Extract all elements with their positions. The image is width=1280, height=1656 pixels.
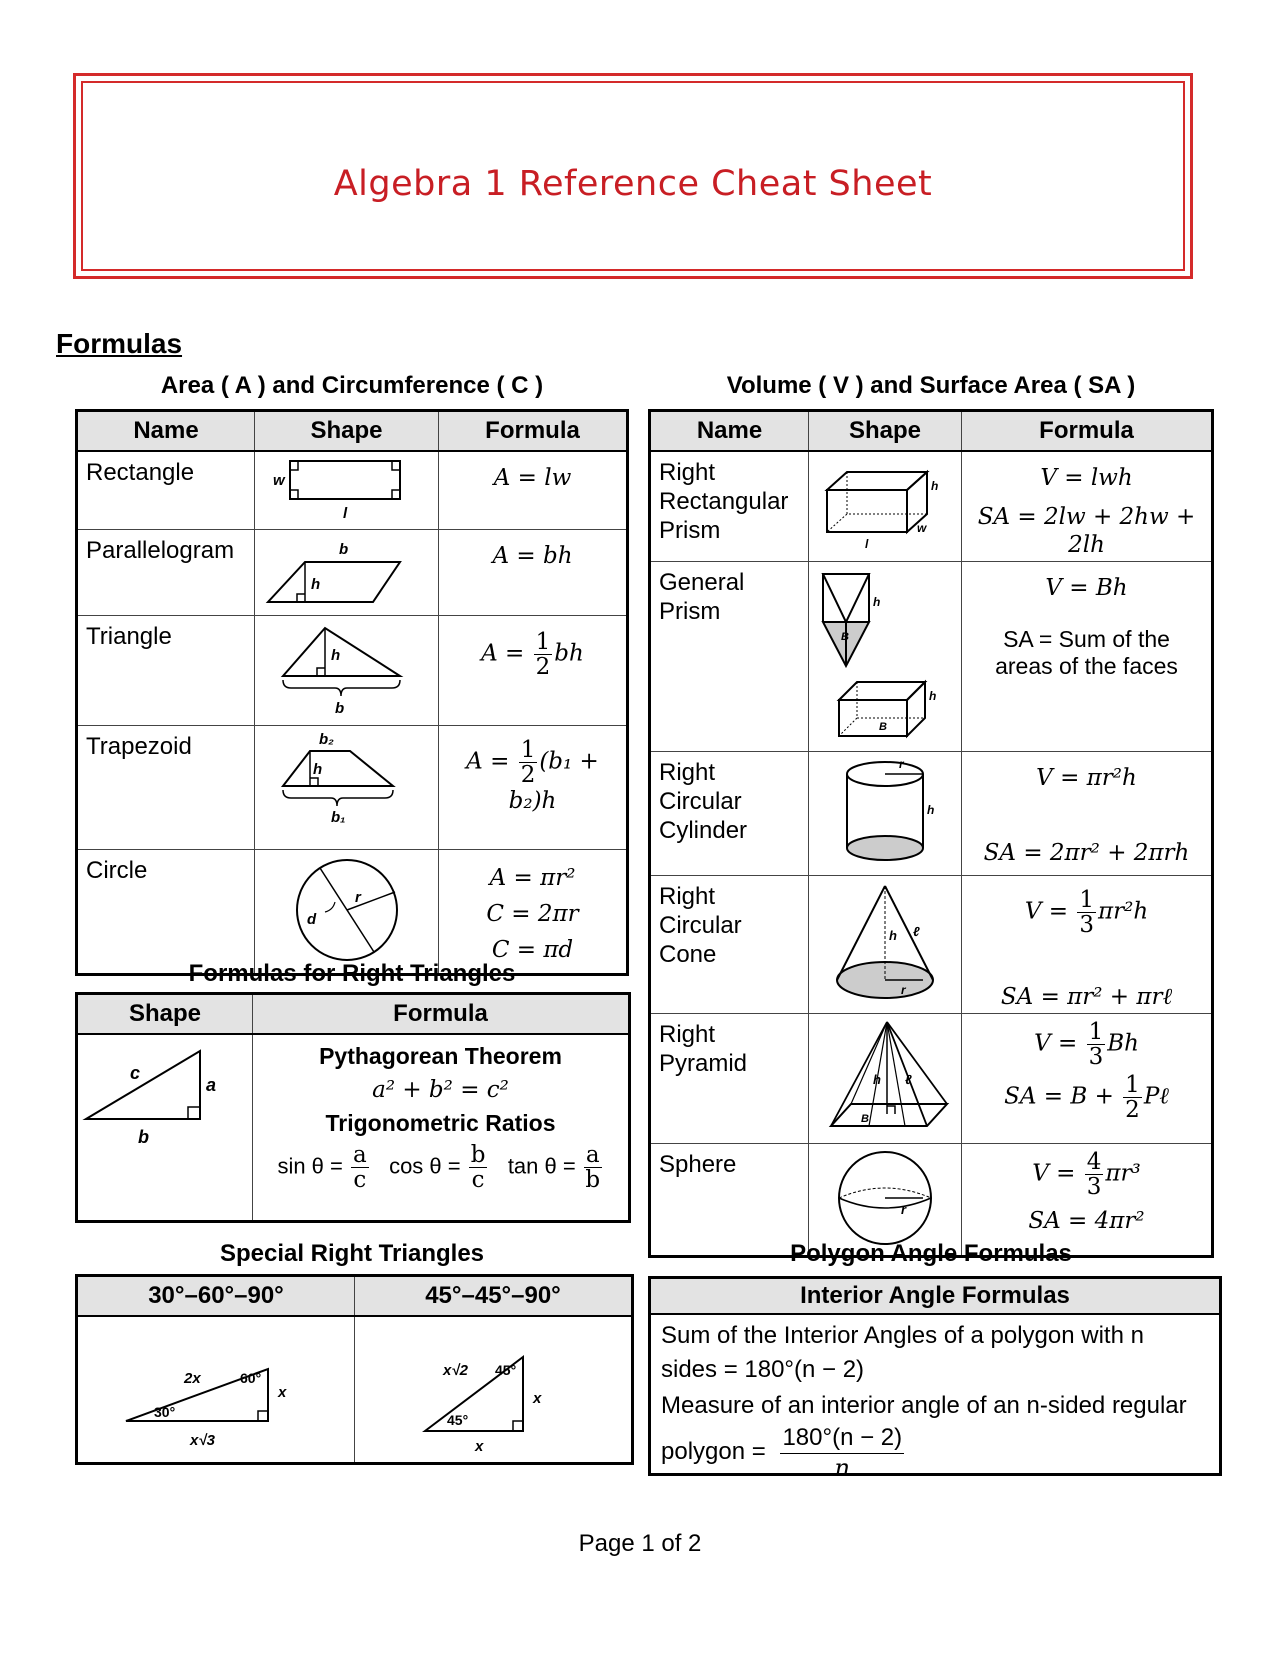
- circle-name: Circle: [77, 850, 255, 975]
- cylinder-name: Right Circular Cylinder: [650, 752, 809, 876]
- polygon-line-3: Measure of an interior angle of an n-sided regular: [661, 1392, 1187, 1419]
- pyramid-B-label: B: [861, 1113, 869, 1125]
- parallelogram-diagram: [255, 530, 438, 610]
- special-triangles-table: [75, 1274, 634, 1465]
- rect-prism-diagram: [809, 452, 961, 556]
- special-header-45-45-90: 45°–45°–90°: [355, 1276, 633, 1317]
- rectangle-l-label: l: [343, 505, 348, 522]
- special-triangles-row: [77, 1316, 633, 1464]
- sin-lhs: sin θ =: [277, 1153, 343, 1179]
- rectangle-diagram: [255, 452, 438, 524]
- triangle-name: Triangle: [77, 616, 255, 726]
- title-box: [73, 73, 1193, 279]
- cylinder-surface-area: SA = 2πr² + 2πrh: [983, 840, 1190, 866]
- area-table: [75, 409, 629, 976]
- area-row-rectangle: [77, 451, 628, 530]
- volume-row-general-prism: [650, 562, 1213, 752]
- circle-r-label: r: [355, 889, 361, 906]
- pyramid-diagram: [809, 1014, 961, 1138]
- triangle-formula: [439, 616, 628, 726]
- cone-slant-label: ℓ: [913, 924, 920, 939]
- general-prism-name: General Prism: [650, 562, 809, 752]
- volume-header-formula: Formula: [962, 411, 1213, 452]
- polygon-box: [648, 1276, 1222, 1482]
- area-row-triangle: [77, 616, 628, 726]
- circle-circumference-formula-r: C = 2πr: [486, 901, 579, 927]
- area-header-shape: Shape: [255, 411, 439, 452]
- sphere-volume-lhs: V =: [1032, 1160, 1076, 1187]
- trapezoid-formula-den: 2: [520, 762, 536, 788]
- rectangle-w-label: w: [273, 472, 285, 489]
- right-triangle-row: [77, 1034, 630, 1222]
- triangle-b-label: b: [335, 700, 345, 717]
- pyramid-slant-label: ℓ: [905, 1072, 912, 1087]
- area-row-parallelogram: [77, 530, 628, 616]
- tan-den: b: [585, 1167, 601, 1193]
- pyramid-volume-den: 3: [1088, 1044, 1104, 1070]
- volume-header-name: Name: [650, 411, 809, 452]
- parallelogram-shape: [255, 530, 439, 616]
- polygon-content: [651, 1315, 1219, 1486]
- tan-num: a: [585, 1142, 600, 1168]
- rect-prism-formulas: [962, 451, 1213, 562]
- right-triangles-caption: Formulas for Right Triangles: [188, 960, 516, 987]
- cone-shape: [809, 876, 962, 1014]
- polygon-line-2: sides = 180°(n − 2): [661, 1356, 865, 1383]
- volume-row-cylinder: [650, 752, 1213, 876]
- cylinder-h-label: h: [927, 803, 935, 817]
- parallelogram-formula: A = bh: [439, 530, 628, 616]
- t30-30-label: 30°: [154, 1404, 176, 1420]
- circle-area-formula: A = πr²: [489, 865, 576, 891]
- area-row-circle: [77, 850, 628, 975]
- cone-volume-num: 1: [1079, 887, 1094, 913]
- area-header-name: Name: [77, 411, 255, 452]
- sphere-volume: [962, 1150, 1211, 1199]
- special-triangles-caption: Special Right Triangles: [219, 1240, 485, 1267]
- pyramid-volume-lhs: V =: [1034, 1030, 1078, 1057]
- volume-row-pyramid: [650, 1014, 1213, 1144]
- general-prism-volume: V = Bh: [1045, 575, 1128, 601]
- t30-60-label: 60°: [240, 1370, 262, 1386]
- volume-row-cone: [650, 876, 1213, 1014]
- right-triangle-formulas: [253, 1034, 630, 1222]
- polygon-caption: Polygon Angle Formulas: [790, 1240, 1072, 1267]
- circle-diagram: [255, 850, 438, 968]
- area-caption: Area ( A ) and Circumference ( C ): [160, 372, 544, 399]
- pyramid-volume-num: 1: [1088, 1019, 1104, 1045]
- t30-hyp-label: 2x: [184, 1370, 201, 1387]
- cylinder-r-label: r: [899, 757, 904, 771]
- cylinder-diagram: [809, 752, 961, 870]
- pythagorean-formula: a² + b² = c²: [372, 1077, 509, 1103]
- triangle-formula-rhs: bh: [554, 640, 584, 667]
- triangle-formula-den: 2: [535, 654, 551, 680]
- rectangle-formula: A = lw: [439, 451, 628, 530]
- cone-volume-lhs: V =: [1024, 898, 1069, 925]
- triangle-diagram: [255, 616, 438, 720]
- rect-prism-l-label: l: [865, 537, 869, 551]
- triangle-30-60-90-shape: [77, 1316, 355, 1464]
- polygon-frac-num: 180°(n − 2): [780, 1423, 904, 1454]
- cone-diagram: [809, 876, 961, 1008]
- parallelogram-name: Parallelogram: [77, 530, 255, 616]
- rect-prism-volume: V = lwh: [1040, 465, 1133, 491]
- rectangle-shape: [255, 451, 439, 530]
- t45-top-label: 45°: [495, 1362, 517, 1378]
- pyramid-volume-rhs: Bh: [1107, 1030, 1139, 1057]
- cos-num: b: [470, 1142, 486, 1168]
- right-triangle-b-label: b: [138, 1127, 149, 1147]
- trapezoid-name: Trapezoid: [77, 726, 255, 850]
- triangle-45-45-90-diagram: [355, 1317, 631, 1457]
- trapezoid-b2-label: b₂: [319, 731, 334, 748]
- pyramid-name: Right Pyramid: [650, 1014, 809, 1144]
- circle-d-label: d: [307, 911, 317, 928]
- triangle-30-60-90-diagram: [78, 1317, 354, 1457]
- trig-ratios: [253, 1137, 628, 1192]
- trapezoid-formula: [439, 726, 628, 850]
- circle-circumference-formula-d: C = πd: [491, 937, 574, 963]
- cone-r-label: r: [901, 983, 906, 997]
- trapezoid-formula-num: 1: [520, 737, 536, 763]
- cone-formulas: [962, 876, 1213, 1014]
- right-triangle-c-label: c: [130, 1063, 141, 1083]
- pyramid-h-label: h: [873, 1072, 881, 1087]
- pyramid-sa-rhs: Pℓ: [1143, 1083, 1169, 1110]
- cos-den: c: [471, 1167, 485, 1193]
- cone-volume-den: 3: [1079, 912, 1094, 938]
- volume-header-shape: Shape: [809, 411, 962, 452]
- sphere-volume-rhs: πr³: [1105, 1160, 1141, 1187]
- triangle-formula-num: 1: [535, 629, 551, 655]
- tan-lhs: tan θ =: [507, 1153, 576, 1179]
- sphere-name: Sphere: [650, 1144, 809, 1257]
- cos-lhs: cos θ =: [389, 1153, 461, 1179]
- circle-formulas: [439, 850, 628, 975]
- trapezoid-b1-label: b₁: [331, 809, 346, 826]
- polygon-line-1: Sum of the Interior Angles of a polygon with n: [661, 1322, 1144, 1349]
- area-header-formula: Formula: [439, 411, 628, 452]
- trapezoid-formula-rhs: (b₁ + b₂)h: [508, 748, 599, 814]
- volume-row-rect-prism: [650, 451, 1213, 562]
- pyramid-sa-num: 1: [1125, 1072, 1140, 1098]
- volume-table: [648, 409, 1214, 1258]
- parallelogram-h-label: h: [311, 576, 321, 593]
- sphere-surface-area: SA = 4πr²: [1028, 1208, 1145, 1234]
- polygon-line-4-lhs: polygon =: [661, 1437, 766, 1465]
- t45-side-label: x: [533, 1390, 542, 1407]
- t30-side-label: x: [278, 1384, 287, 1401]
- t45-hyp-label: x√2: [443, 1362, 468, 1379]
- t45-base-label: x: [475, 1438, 484, 1455]
- cone-surface-area: SA = πr² + πrℓ: [1000, 984, 1173, 1010]
- cone-volume: [962, 876, 1211, 937]
- pyramid-sa-den: 2: [1125, 1097, 1140, 1123]
- pyramid-surface-area: [962, 1069, 1211, 1122]
- sphere-volume-den: 3: [1086, 1174, 1102, 1200]
- page-footer: Page 1 of 2: [578, 1530, 702, 1557]
- page-title: Algebra 1 Reference Cheat Sheet: [333, 164, 933, 204]
- trapezoid-formula-lhs: A =: [466, 748, 510, 775]
- area-row-trapezoid: [77, 726, 628, 850]
- sphere-diagram: [809, 1144, 961, 1250]
- general-prism-formulas: [962, 562, 1213, 752]
- cylinder-shape: [809, 752, 962, 876]
- t30-base-label: x√3: [190, 1432, 215, 1449]
- trig-title: Trigonometric Ratios: [325, 1110, 556, 1136]
- cone-h-label: h: [889, 928, 897, 943]
- triangle-shape: [255, 616, 439, 726]
- general-prism-shape: [809, 562, 962, 752]
- rt-header-shape: Shape: [77, 994, 253, 1035]
- polygon-frac-den: n: [834, 1454, 850, 1482]
- cone-name: Right Circular Cone: [650, 876, 809, 1014]
- cone-volume-rhs: πr²h: [1098, 898, 1149, 925]
- volume-caption: Volume ( V ) and Surface Area ( SA ): [726, 372, 1136, 399]
- t45-bottom-label: 45°: [447, 1412, 469, 1428]
- trapezoid-diagram: [255, 726, 438, 844]
- general-prism-surface-area: SA = Sum of the areas of the faces: [995, 626, 1178, 679]
- section-heading-formulas: Formulas: [56, 328, 183, 359]
- cylinder-formulas: [962, 752, 1213, 876]
- triangle-45-45-90-shape: [355, 1316, 633, 1464]
- general-prism-h-label: h: [873, 595, 881, 609]
- right-triangles-table: [75, 992, 631, 1223]
- right-triangle-shape: [77, 1034, 253, 1222]
- rect-prism-shape: [809, 451, 962, 562]
- trapezoid-shape: [255, 726, 439, 850]
- rt-header-formula: Formula: [253, 994, 630, 1035]
- circle-shape: [255, 850, 439, 975]
- special-header-30-60-90: 30°–60°–90°: [77, 1276, 355, 1317]
- rect-prism-h-label: h: [931, 479, 939, 493]
- sin-num: a: [353, 1142, 367, 1168]
- pyramid-volume: [962, 1020, 1211, 1069]
- rectangle-name: Rectangle: [77, 451, 255, 530]
- rect-prism-name: Right Rectangular Prism: [650, 451, 809, 562]
- general-prism-diagram: [809, 562, 961, 746]
- sin-den: c: [353, 1167, 367, 1193]
- general-prism-box-B-label: B: [879, 721, 887, 733]
- parallelogram-b-label: b: [339, 541, 349, 558]
- general-prism-B-label: B: [841, 631, 849, 643]
- rect-prism-w-label: w: [917, 521, 927, 535]
- right-triangle-diagram: [78, 1035, 252, 1215]
- sphere-volume-num: 4: [1086, 1149, 1102, 1175]
- triangle-h-label: h: [331, 647, 341, 664]
- right-triangle-a-label: a: [206, 1075, 217, 1095]
- pyramid-shape: [809, 1014, 962, 1144]
- cylinder-volume: V = πr²h: [1036, 765, 1137, 791]
- pyramid-formulas: [962, 1014, 1213, 1144]
- rect-prism-surface-area: SA = 2lw + 2hw + 2lh: [977, 504, 1196, 558]
- pyramid-sa-lhs: SA = B +: [1004, 1083, 1114, 1110]
- general-prism-box-h-label: h: [929, 689, 937, 703]
- trapezoid-h-label: h: [313, 761, 323, 778]
- polygon-line-4: [661, 1423, 1209, 1482]
- sphere-r-label: r: [901, 1202, 907, 1217]
- triangle-formula-lhs: A =: [481, 640, 525, 667]
- polygon-header: Interior Angle Formulas: [651, 1279, 1219, 1315]
- pythagorean-title: Pythagorean Theorem: [319, 1043, 562, 1069]
